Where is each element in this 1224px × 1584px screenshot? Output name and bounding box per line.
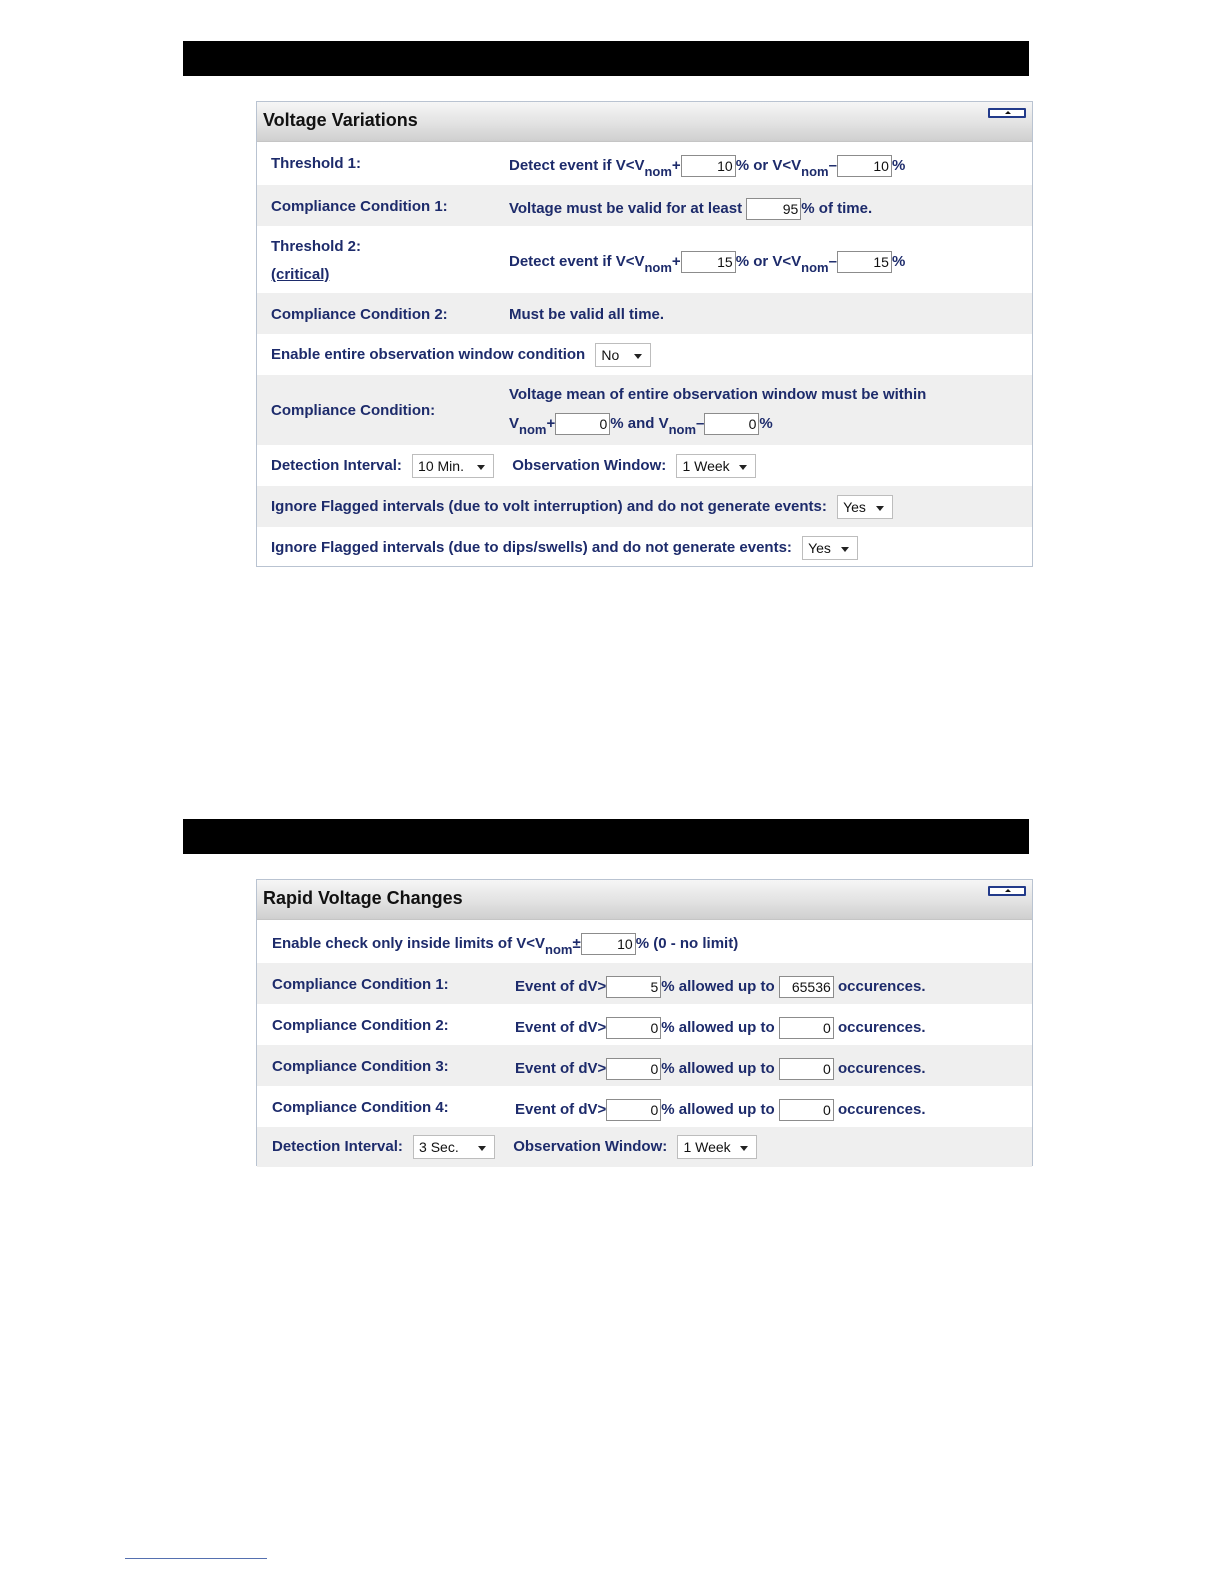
panel-header (257, 880, 1032, 920)
rvc-dv-input[interactable]: 5 (606, 976, 661, 998)
panel-header (257, 102, 1032, 142)
chevron-down-icon (876, 506, 884, 511)
threshold2-label: Threshold 2: (271, 238, 362, 255)
threshold1-plus-input[interactable]: 10 (681, 155, 736, 177)
detection-interval-label: Detection Interval: (272, 1137, 403, 1155)
critical-link[interactable]: (critical) (271, 266, 330, 283)
enable-window-row (257, 334, 1032, 375)
ignore-volt-label: Ignore Flagged intervals (due to volt interruption) and do not generate events: (271, 497, 827, 515)
compliance-window-line1: Voltage mean of entire observation window must be within (509, 386, 927, 403)
detection-interval-select[interactable]: 10 Min. (412, 454, 494, 478)
rvc-condition-label: Compliance Condition 1: (272, 976, 449, 993)
ignore-dips-row (257, 527, 1032, 568)
ignore-volt-select[interactable]: Yes (837, 495, 893, 519)
enable-check-input[interactable]: 10 (581, 933, 636, 955)
chevron-down-icon (478, 1146, 486, 1151)
collapse-icon[interactable] (988, 886, 1026, 896)
rvc-dv-input[interactable]: 0 (606, 1058, 661, 1080)
threshold2-plus-input[interactable]: 15 (681, 251, 736, 273)
rvc-condition-label: Compliance Condition 2: (272, 1017, 449, 1034)
observation-window-label: Observation Window: (512, 456, 667, 474)
compliance1-row (257, 185, 1032, 226)
ignore-volt (271, 495, 893, 519)
ignore-dips (271, 536, 858, 560)
ignore-dips-select[interactable]: Yes (802, 536, 858, 560)
compliance-window-label: Compliance Condition: (271, 402, 436, 419)
chevron-down-icon (740, 1146, 748, 1151)
observation-window-select[interactable]: 1 Week (676, 454, 756, 478)
threshold2-row (257, 226, 1032, 293)
chevron-down-icon (841, 547, 849, 552)
enable-window (271, 343, 651, 367)
rvc-condition-row (257, 1004, 1032, 1045)
rvc-intervals (272, 1135, 757, 1159)
panel-title: Voltage Variations (263, 110, 418, 130)
threshold2-minus-input[interactable]: 15 (837, 251, 892, 273)
threshold1-label: Threshold 1: (271, 155, 362, 172)
compliance1-label: Compliance Condition 1: (271, 198, 448, 215)
threshold1-rule: Detect event if $V<V_{nom}+ 10$ % or $V<V_{nom}-$ 10 % (509, 156, 906, 179)
section-header-bar-bottom (183, 819, 1029, 854)
compliance1-input[interactable]: 95 (746, 198, 801, 220)
rapid-voltage-changes-panel (256, 879, 1033, 1166)
compliance2-text: Must be valid all time. (509, 306, 665, 323)
rvc-condition-label: Compliance Condition 3: (272, 1058, 449, 1075)
chevron-down-icon (634, 354, 642, 359)
rvc-intervals-row (257, 1127, 1032, 1167)
rvc-condition-row (257, 1045, 1032, 1086)
intervals-row (257, 445, 1032, 486)
observation-window-select[interactable]: 1 Week (677, 1135, 757, 1159)
collapse-icon[interactable] (988, 108, 1026, 118)
ignore-volt-row (257, 486, 1032, 527)
detection-interval-label: Detection Interval: (271, 456, 402, 474)
enable-window-select[interactable]: No (595, 343, 651, 367)
window-minus-input[interactable]: 0 (704, 413, 759, 435)
rvc-condition-rule: Event of dV> 0 % allowed up to 0 occurences. (515, 1099, 926, 1121)
rvc-count-input[interactable]: 0 (779, 1099, 834, 1121)
threshold1-row (257, 142, 1032, 185)
observation-window-label: Observation Window: (513, 1137, 668, 1155)
compliance1-rule: Voltage must be valid for at least 95 % of time. (509, 198, 872, 220)
rvc-count-input[interactable]: 65536 (779, 976, 834, 998)
voltage-variations-panel (256, 101, 1033, 567)
rvc-condition-row (257, 1086, 1032, 1127)
rvc-count-input[interactable]: 0 (779, 1017, 834, 1039)
rvc-dv-input[interactable]: 0 (606, 1099, 661, 1121)
rvc-condition-rule: Event of dV> 0 % allowed up to 0 occurences. (515, 1017, 926, 1039)
rvc-condition-label: Compliance Condition 4: (272, 1099, 449, 1116)
threshold2-rule: Detect event if $V<V_{nom}+ 15$ % or $V<V_{nom}-$ 15 % (509, 252, 906, 275)
ignore-dips-label: Ignore Flagged intervals (due to dips/swells) and do not generate events: (271, 538, 792, 556)
rvc-condition-row (257, 963, 1032, 1004)
chevron-down-icon (477, 465, 485, 470)
footnote-separator (125, 1558, 267, 1559)
rvc-condition-rule: Event of dV> 0 % allowed up to 0 occurences. (515, 1058, 926, 1080)
enable-check-row (257, 920, 1032, 963)
threshold1-minus-input[interactable]: 10 (837, 155, 892, 177)
enable-window-label: Enable entire observation window condition (271, 345, 586, 363)
detection-interval-select[interactable]: 3 Sec. (413, 1135, 495, 1159)
compliance2-label: Compliance Condition 2: (271, 306, 448, 323)
panel-title: Rapid Voltage Changes (263, 888, 463, 908)
compliance-window-row (257, 375, 1032, 445)
rvc-count-input[interactable]: 0 (779, 1058, 834, 1080)
section-header-bar-top (183, 41, 1029, 76)
compliance-window-line2: $V_{nom}+ 0$ % and $V_{nom}-$ 0 % (509, 414, 773, 437)
chevron-down-icon (739, 465, 747, 470)
rvc-condition-rule: Event of dV> 5 % allowed up to 65536 occurences. (515, 976, 926, 998)
window-plus-input[interactable]: 0 (555, 413, 610, 435)
rvc-dv-input[interactable]: 0 (606, 1017, 661, 1039)
compliance2-row (257, 293, 1032, 334)
intervals (271, 454, 756, 478)
enable-check: Enable check only inside limits of $V<V_{nom}\pm 10$ % (0 - no limit) (272, 934, 739, 957)
